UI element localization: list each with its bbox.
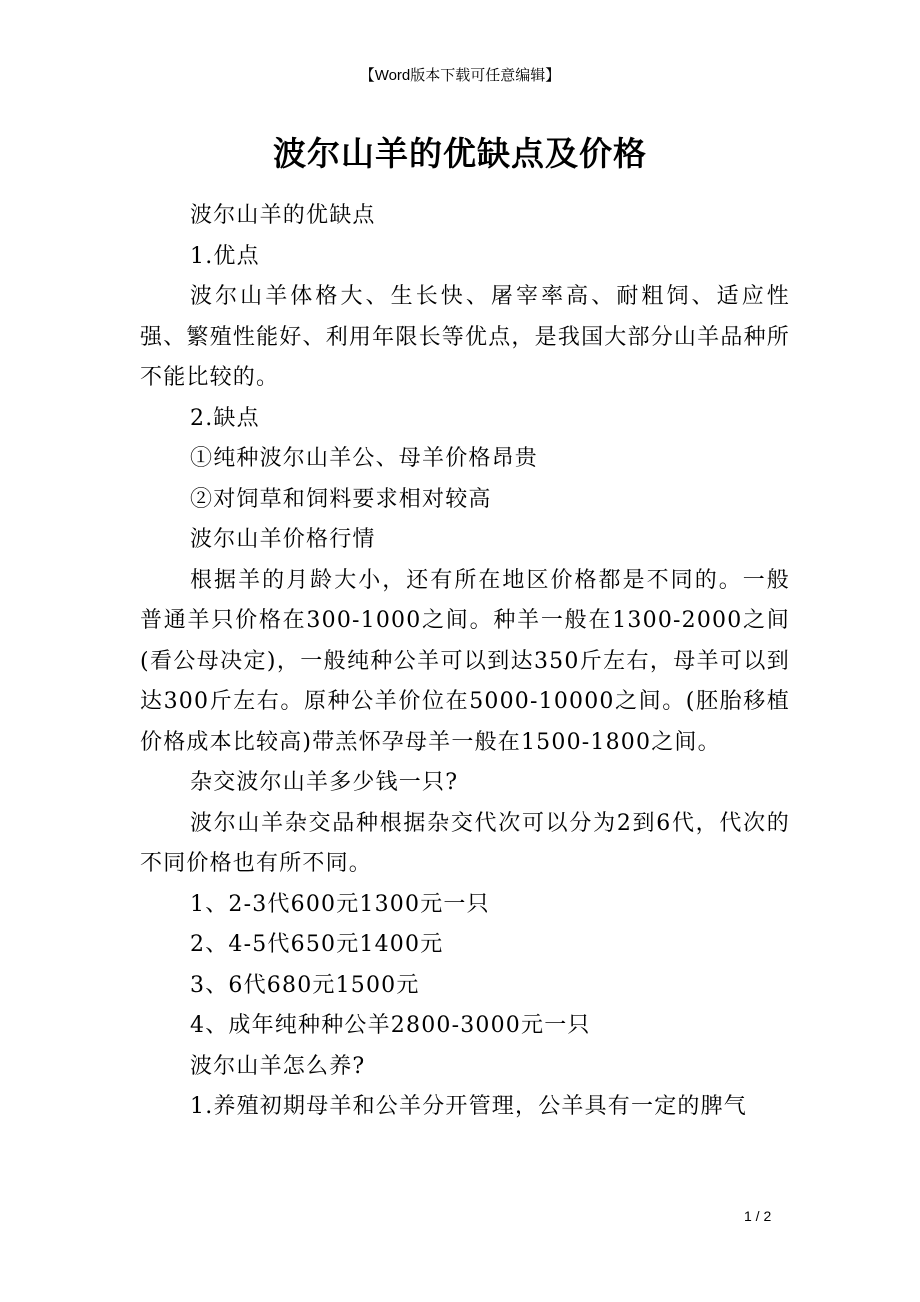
list-item-price-4: 4、成年纯种种公羊2800-3000元一只 bbox=[190, 1013, 591, 1038]
section-heading-pros-cons: 波尔山羊的优缺点 bbox=[190, 203, 376, 228]
list-item-pros: 1.优点 bbox=[190, 243, 260, 269]
paragraph-raising-1: 1.养殖初期母羊和公羊分开管理，公羊具有一定的脾气 bbox=[190, 1094, 747, 1119]
section-heading-raising: 波尔山羊怎么养? bbox=[190, 1053, 366, 1079]
document-title: 波尔山羊的优缺点及价格 bbox=[273, 134, 647, 173]
header-note: 【Word版本下载可任意编辑】 bbox=[359, 67, 561, 84]
list-item-price-2: 2、4-5代650元1400元 bbox=[190, 932, 444, 957]
section-heading-hybrid: 杂交波尔山羊多少钱一只? bbox=[190, 770, 459, 795]
page-number: 1 / 2 bbox=[744, 1208, 772, 1224]
paragraph-price-detail: 根据羊的月龄大小，还有所在地区价格都是不同的。一般普通羊只价格在300-1000之间。种羊一般在1300-2000之间(看公母决定)，一般纯种公羊可以到达350斤左右，母羊可以到达300斤左右。原种公羊价位在5000-10000之间。(胚胎移植价格成本比较高)带羔怀孕母羊一般在1500-1800之间。 bbox=[140, 567, 790, 755]
paragraph-pros-detail: 波尔山羊体格大、生长快、屠宰率高、耐粗饲、适应性强、繁殖性能好、利用年限长等优点，是我国大部分山羊品种所不能比较的。 bbox=[140, 284, 790, 390]
list-item-price-1: 1、2-3代600元1300元一只 bbox=[190, 891, 490, 917]
section-heading-price: 波尔山羊价格行情 bbox=[190, 527, 376, 552]
document-body bbox=[140, 196, 790, 1128]
list-item-price-3: 3、6代680元1500元 bbox=[190, 972, 420, 998]
list-item-cons-2: ②对饲草和饲料要求相对较高 bbox=[190, 486, 492, 512]
list-item-cons: 2.缺点 bbox=[190, 405, 260, 431]
paragraph-hybrid-detail: 波尔山羊杂交品种根据杂交代次可以分为2到6代，代次的不同价格也有所不同。 bbox=[140, 810, 790, 876]
list-item-cons-1: ①纯种波尔山羊公、母羊价格昂贵 bbox=[190, 446, 539, 471]
